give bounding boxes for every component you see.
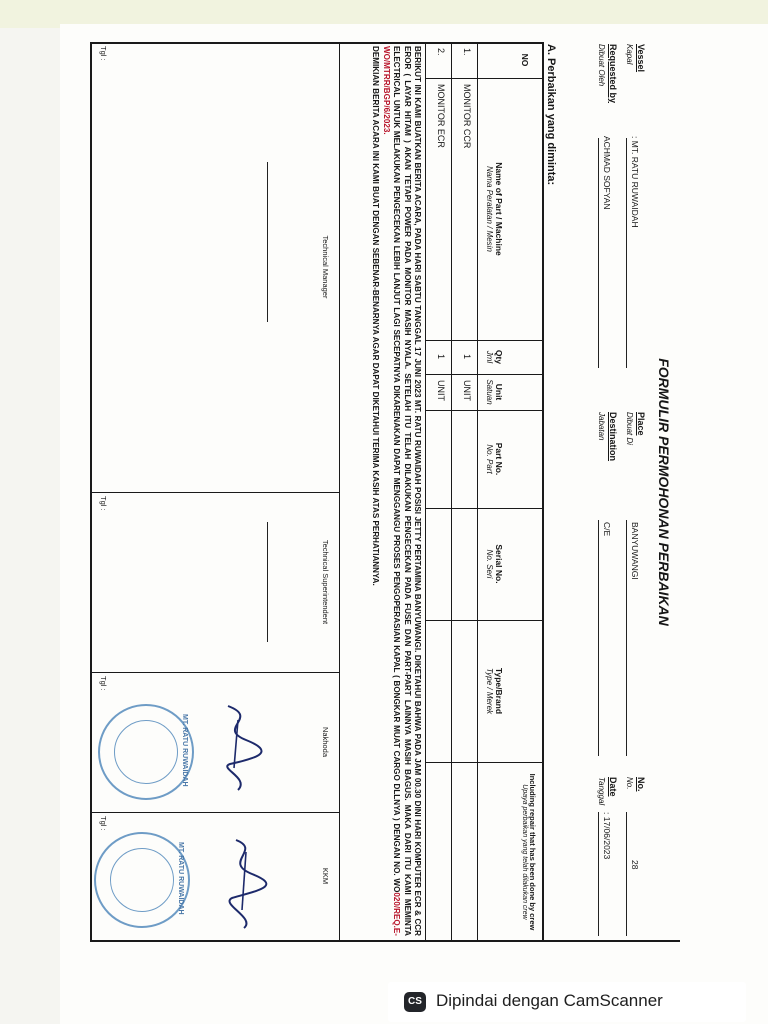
- vessel-underline: [626, 138, 627, 368]
- row-2-qty: 1: [436, 354, 446, 360]
- no-value: 28: [630, 860, 640, 870]
- form-title: FORMULIR PERMOHONAN PERBAIKAN: [656, 358, 672, 626]
- destination-sub: Jabatan: [597, 412, 606, 441]
- requested-underline: [598, 138, 599, 368]
- destination-label: Destination: [608, 412, 618, 462]
- vessel-label: Vessel: [636, 44, 646, 73]
- table-row-2-bottom: [425, 42, 426, 942]
- destination-underline: [598, 520, 599, 756]
- place-sub: Dibuat Di: [625, 412, 634, 445]
- note-closing: DEMIKIAN BERITA ACARA INI KAMI BUAT DENGAN SEBENAR-BENARNYA AGAR DAPAT DIKETAHUI TERIMA KASIH ATAS PERHATIANNYA.: [371, 46, 381, 586]
- place-value: BANYUWANGI: [630, 522, 640, 580]
- row-1-unit: UNIT: [462, 380, 472, 401]
- col-header-part: Part No. No. Part: [484, 442, 504, 476]
- sig-line-manager: [267, 162, 268, 322]
- signature-divider-3: [92, 812, 340, 813]
- date-label: Date: [608, 777, 618, 797]
- table-row-1-bottom: [451, 42, 452, 942]
- sig-technical-manager: Technical Manager: [321, 235, 330, 299]
- row-1-name: MONITOR CCR: [462, 84, 472, 149]
- camscanner-logo-icon: CS: [404, 992, 426, 1012]
- table-right-border: [92, 940, 680, 942]
- tgl-kkm: Tgl :: [99, 816, 108, 831]
- work-order-ref: 020/REQ.E-WO/MTRR/BGP/6/2023.: [381, 46, 402, 936]
- camscanner-watermark: [388, 982, 746, 1022]
- sig-kkm: KKM: [321, 867, 330, 885]
- nakhoda-signature: [208, 698, 268, 798]
- place-underline: [626, 520, 627, 756]
- sig-line-superintendent: [267, 522, 268, 642]
- date-value: : 17/06/2023: [602, 812, 612, 860]
- vessel-sub: Kapal: [625, 44, 634, 65]
- place-label: Place: [636, 412, 646, 436]
- no-sub: No.: [625, 777, 634, 790]
- row-1-no: 1.: [462, 48, 472, 56]
- col-header-no: NO: [520, 53, 530, 67]
- incident-note: [370, 46, 422, 936]
- col-header-serial: Serial No. No. Seri: [484, 544, 504, 584]
- note-body: BERIKUT INI KAMI BUATKAN BERITA ACARA, PADA HARI SABTU TANGGAL 17 JUNI 2023 MT. RATU RUWAIDAH POSISI JETTY PERTAMINA BANYUWANGI. DIKETAHUI BAHWA PADA JAM 00.30 DINI HARI KOMPUTER ECR & CCR EROR ( LAYAR HITAM ) AKAN TETAPI POWER PADA MONITOR MASIH NYALA. SETELAH ITU TELAH DILAKUKAN PENGECEKAN PADA FUSE DAN PART-PART LAINNYA MASIH BAGUS. MAKA DARI ITU KAMI MEMINTA ELECTRICAL UNTUK MELAKUKAN PENGECEKAN LEBIH LANJUT LAGI SECEPATNYA DIKARENAKAN DAPAT MENGGANGU PROSES PENGOPERASIAN KAPAL ( BONGKAR MUAT CARGO DLLNYA ) DENGAN NO. WO: [392, 46, 422, 936]
- no-underline: [626, 812, 627, 936]
- col-header-unit: Unit Satuan: [484, 379, 504, 405]
- requested-value: ACHMAD SOFYAN: [602, 136, 612, 210]
- tgl-nakhoda: Tgl :: [99, 676, 108, 691]
- row-1-qty: 1: [462, 354, 472, 360]
- ship-stamp-kkm: MT. RATU RUWAIDAH: [94, 832, 190, 928]
- tgl-manager: Tgl :: [99, 46, 108, 61]
- camscanner-text: Dipindai dengan CamScanner: [436, 991, 663, 1010]
- no-label: No.: [636, 777, 646, 792]
- col-header-name: Name of Part / Machine Nama Peralatan / Mesin: [484, 162, 504, 256]
- sig-nakhoda: Nakhoda: [321, 726, 330, 758]
- repair-request-form: [90, 42, 680, 942]
- date-sub: Tanggal: [597, 777, 606, 806]
- table-top-border: [542, 42, 544, 942]
- kkm-signature: [212, 834, 272, 934]
- col-header-qty: Qty Jml: [484, 349, 504, 365]
- section-title: A. Perbaikan yang diminta:: [545, 44, 557, 186]
- signature-divider-1: [92, 492, 340, 493]
- date-underline: [598, 812, 599, 936]
- row-2-name: MONITOR ECR: [436, 84, 446, 148]
- vessel-value: : MT. RATU RUWAIDAH: [630, 136, 640, 228]
- requested-label: Requested by: [608, 44, 618, 104]
- row-2-unit: UNIT: [436, 380, 446, 401]
- requested-sub: Dibuat Oleh: [597, 44, 606, 87]
- sig-technical-superintendent: Technical Superintendent: [321, 539, 330, 625]
- table-left-border: [92, 42, 544, 44]
- row-2-no: 2.: [436, 48, 446, 56]
- ship-stamp-nakhoda: MT. RATU RUWAIDAH: [98, 704, 194, 800]
- tgl-superintendent: Tgl :: [99, 496, 108, 511]
- col-header-repair: Including repair that has been done by crew Upaya perbaikan yang telah dilakukan crew: [521, 773, 537, 931]
- col-divider-type: [426, 762, 544, 763]
- signature-divider-2: [92, 672, 340, 673]
- destination-value: C/E: [602, 522, 612, 537]
- col-header-type: Type/Brand Type / Merek: [484, 667, 504, 715]
- table-header-bottom: [477, 42, 478, 942]
